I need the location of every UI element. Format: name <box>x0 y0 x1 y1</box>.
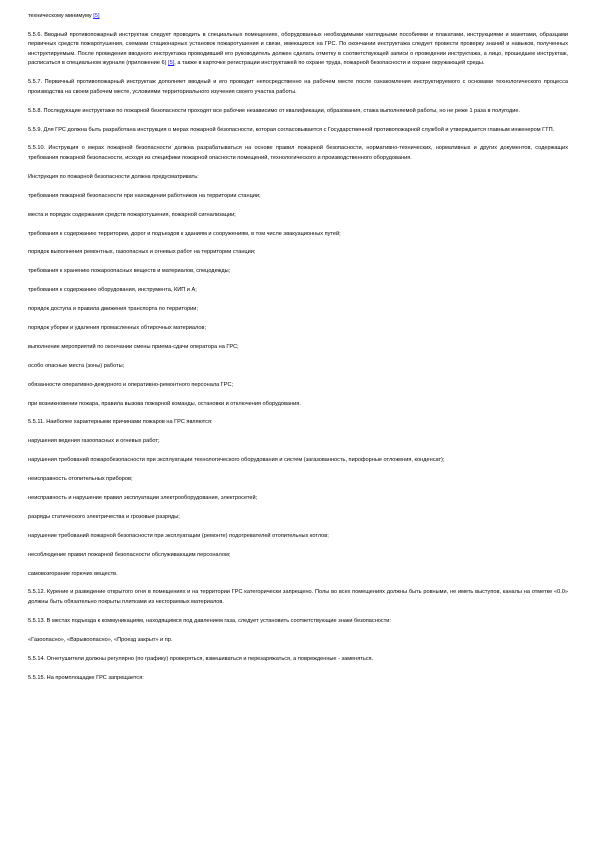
paragraph-text: разряды статического электричества и грозовые разряды; <box>28 513 180 520</box>
paragraph <box>28 636 568 646</box>
paragraph <box>28 588 568 607</box>
document-page <box>28 12 568 692</box>
paragraph-text: выполнение мероприятий по окончании смены приема-сдачи оператора на ГРС; <box>28 343 239 350</box>
paragraph-text: порядок доступа и правила движения транспорта по территории; <box>28 306 198 313</box>
paragraph-text: нарушения ведения газоопасных и огневых работ; <box>28 438 160 445</box>
paragraph-text: 5.5.7. Первичный противопожарный инструктаж дополняет вводный и его проводит непосредственно на рабочем месте после ознакомления инструктируемого с основами технологического процесса производства на своем рабочем месте, условиями территориального изучения своего участка работы. <box>28 79 568 95</box>
paragraph <box>28 107 568 117</box>
paragraph-text: требования к хранению пожароопасных веществ и материалов, спецодежды; <box>28 268 231 275</box>
paragraph-text: порядок выполнения ремонтных, газоопасных и огневых работ на территории станции; <box>28 249 256 256</box>
paragraph <box>28 305 568 315</box>
paragraph <box>28 31 568 69</box>
paragraph-text: Инструкция по пожарной безопасности должна предусматривать: <box>28 173 199 180</box>
paragraph <box>28 674 568 684</box>
paragraph <box>28 126 568 136</box>
paragraph <box>28 494 568 504</box>
paragraph <box>28 362 568 372</box>
paragraph <box>28 655 568 665</box>
paragraph-text: нарушение требований пожарной безопасности при эксплуатации (ремонте) подогревателей отопительных котлов; <box>28 532 329 539</box>
paragraph <box>28 324 568 334</box>
paragraph-text: , а также в карточке регистрации инструктажей по охране труда, пожарной безопасности и охране окружающей среды. <box>174 60 485 67</box>
paragraph <box>28 617 568 627</box>
paragraph <box>28 211 568 221</box>
paragraph <box>28 267 568 277</box>
paragraph-text: обязанности оперативно-дежурного и оперативно-ремонтного персонала ГРС; <box>28 381 234 388</box>
paragraph <box>28 173 568 183</box>
paragraph-text: неисправность отопительных приборов; <box>28 476 133 483</box>
paragraph-text: 5.5.8. Последующие инструктажи по пожарной безопасности проходят все рабочие независимо от квалификации, образования, стажа выполняемой работы, но не реже 1 раза в полугодие. <box>28 107 521 114</box>
paragraph <box>28 343 568 353</box>
paragraph <box>28 144 568 163</box>
paragraph <box>28 551 568 561</box>
reference-link[interactable]: [5] <box>93 13 100 19</box>
paragraph <box>28 437 568 447</box>
paragraph-text: 5.5.14. Огнетушители должны регулярно (по графику) проверяться, взвешиваться и перезаряжаться, а поврежденные - заменяться. <box>28 655 374 662</box>
paragraph <box>28 286 568 296</box>
paragraph <box>28 418 568 428</box>
paragraph-text: 5.5.6. Вводный противопожарный инструктаж следует проводить в специальных помещениях, оборудованных необходимыми наглядными пособиями и плакатами, инструкциями и макетами, образцами первичных средств пожаротушения, схемами стационарных установок пожаротушения и связи, имеющихся на ГРС. По окончании инструктажа следует провести проверку знаний и навыков, полученных инструктируемым. После проведения вводного инструктажа проводивший его руководитель должен сделать отметку в соответствующей записи о проведении инструктажа, а лицо, прошедшее инструктаж, расписаться в специальном журнале (приложение 6) <box>28 31 568 67</box>
paragraph-text: нарушения требований пожаробезопасности при эксплуатации технологического оборудования и систем (загазованность, пирофорные отложения, конденсат); <box>28 457 445 464</box>
paragraph-text: требования к содержанию оборудования, инструмента, КИП и А; <box>28 287 197 294</box>
paragraph <box>28 78 568 97</box>
paragraph-text: самовозгорание горючих веществ. <box>28 570 118 577</box>
paragraph <box>28 570 568 580</box>
paragraph-text: 5.5.10. Инструкция о мерах пожарной безопасности должна разрабатываться на основе правил пожарной безопасности, нормативно-технических, нормативных и других документов, содержащих требования пожарной безопасности, исходя из специфики пожарной опасности помещений, технологического и производственного оборудования. <box>28 145 568 161</box>
paragraph-text: 5.5.15. На промплощадке ГРС запрещается: <box>28 674 144 681</box>
paragraph-text: при возникновении пожара, правила вызова пожарной команды, остановки и отключения оборудования. <box>28 400 301 407</box>
paragraph-text: техническому минимуму <box>28 13 94 19</box>
paragraph <box>28 456 568 466</box>
paragraph-text: 5.5.11. Наиболее характерными причинами пожаров на ГРС являются: <box>28 419 213 426</box>
paragraph <box>28 381 568 391</box>
paragraph <box>28 475 568 485</box>
paragraph-text: неисправность и нарушение правил эксплуатации электрооборудования, электросетей; <box>28 494 258 501</box>
paragraph <box>28 248 568 258</box>
paragraph <box>28 400 568 410</box>
paragraph <box>28 230 568 240</box>
paragraph <box>28 513 568 523</box>
paragraph-text: несоблюдение правил пожарной безопасности обслуживающим персоналом; <box>28 551 231 558</box>
paragraph-text: особо опасные места (зоны) работы; <box>28 362 125 369</box>
paragraph <box>28 12 568 22</box>
paragraph-text: 5.5.13. В местах подъезда к коммуникациям, находящимся под давлением газа, следует установить соответствующие знаки безопасности: <box>28 617 391 624</box>
paragraph-text: требования к содержанию территории, дорог и подъездов к зданиям и сооружениям, в том числе эвакуационных путей; <box>28 230 341 237</box>
paragraph-text: 5.5.9. Для ГРС должна быть разработана инструкция о мерах пожарной безопасности, которая согласовывается с Государственной противопожарной службой и утверждается главным инженером ГТП. <box>28 126 555 133</box>
reference-link[interactable]: [5] <box>168 60 175 67</box>
paragraph-text: места и порядок содержания средств пожаротушения, пожарной сигнализации; <box>28 211 236 218</box>
paragraph <box>28 192 568 202</box>
paragraph-text: требования пожарной безопасности при нахождении работников на территории станции; <box>28 192 261 199</box>
paragraph-text: порядок уборки и удаления промасленных обтирочных материалов; <box>28 324 206 331</box>
paragraph-text: «Газоопасно», «Взрывоопасно», «Проезд закрыт» и пр. <box>28 636 173 643</box>
paragraph <box>28 532 568 542</box>
paragraph-text: 5.5.12. Курение и разведение открытого огня в помещениях и на территории ГРС категорически запрещено. Полы во всех помещениях должны быть ровными, не иметь выступов, каналы на отметке «0.0» должны быть обязательно покрыты плитками из несгораемых материалов. <box>28 589 568 605</box>
